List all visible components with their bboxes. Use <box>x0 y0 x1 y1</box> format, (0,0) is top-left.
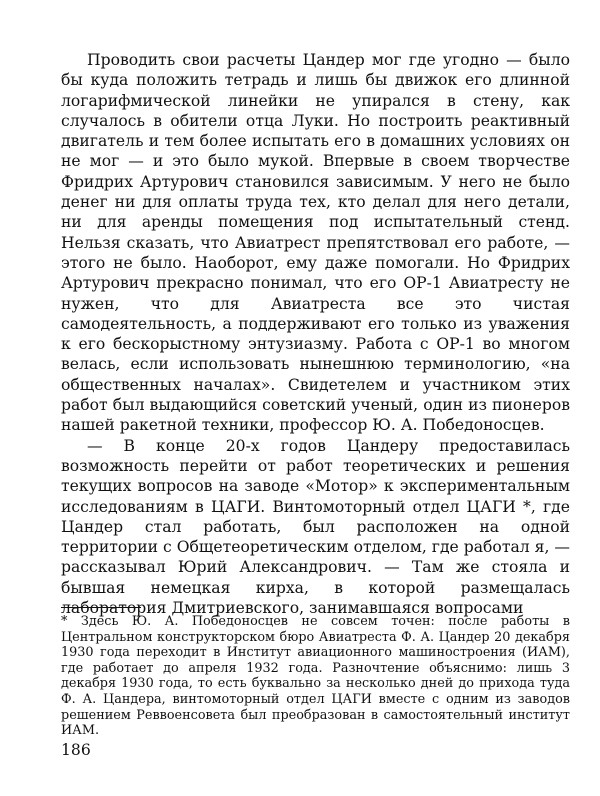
page-number: 186 <box>61 741 91 759</box>
footnote-text: * Здесь Ю. А. Победоносцев не совсем точен: после работы в Центральном конструкторском бюро Авиатреста Ф. А. Цандер 20 декабря 1930 года переходит в Институт авиационного машиностроения (ИАМ), где работает до апреля 1932 года. Разночтение объяснимо: лишь 3 декабря 1930 года, то есть буквально за несколько дней до прихода туда Ф. А. Цандера, винтомоторный отдел ЦАГИ вместе с одним из заводов решением Реввоенсовета был преобразован в самостоятельный институт ИАМ. <box>61 614 570 739</box>
paragraph: — В конце 20-х годов Цандеру предоставилась возможность перейти от работ теоретических и решения текущих вопросов на заводе «Мотор» к экспериментальным исследованиям в ЦАГИ. Винтомоторный отдел ЦАГИ *, где Цандер стал работать, был расположен на одной территории с Общетеоретическим отделом, где работал я, — рассказывал Юрий Александрович. — Там же стояла и бывшая немецкая кирха, в которой размещалась лаборатория Дмитриевского, занимавшаяся вопросами <box>61 436 570 618</box>
footnote-separator <box>61 607 141 608</box>
main-text <box>61 50 570 618</box>
paragraph: Проводить свои расчеты Цандер мог где угодно — было бы куда положить тетрадь и лишь бы движок его длинной логарифмической линейки не упирался в стену, как случалось в обители отца Луки. Но построить реактивный двигатель и тем более испытать его в домашних условиях он не мог — и это было мукой. Впервые в своем творчестве Фридрих Артурович становился зависимым. У него не было денег ни для оплаты труда тех, кто делал для него детали, ни для аренды помещения под испытательный стенд. Нельзя сказать, что Авиатрест препятствовал его работе, — этого не было. Наоборот, ему даже помогали. Но Фридрих Артурович прекрасно понимал, что его ОР-1 Авиатресту не нужен, что для Авиатреста все это чистая самодеятельность, а поддерживают его только из уважения к его бескорыстному энтузиазму. Работа с ОР-1 во многом велась, если использовать нынешнюю терминологию, «на общественных началах». Свидетелем и участником этих работ был выдающийся советский ученый, один из пионеров нашей ракетной техники, профессор Ю. А. Победоносцев. <box>61 51 570 435</box>
footnote <box>61 614 570 739</box>
